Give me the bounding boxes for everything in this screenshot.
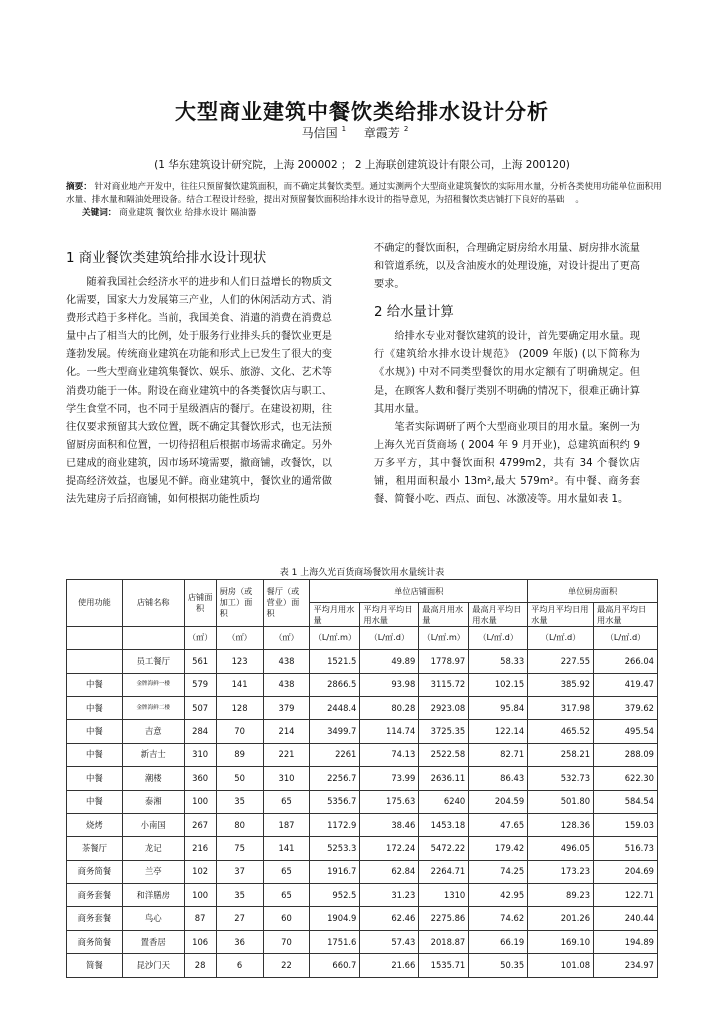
table-cell: 317.98 <box>528 696 594 719</box>
table-cell: 36 <box>216 930 263 953</box>
table-caption: 表 1 上海久光百货商场餐饮用水量统计表 <box>279 568 445 578</box>
table-cell: 31.23 <box>360 884 419 907</box>
table-cell: 66.19 <box>469 930 528 953</box>
table-cell: 114.74 <box>360 720 419 743</box>
table-cell: 70 <box>263 930 310 953</box>
affiliation: (1 华东建筑设计研究院，上海 200002 ； 2 上海联创建筑设计有限公司，上海 200120) <box>154 159 570 171</box>
header-dining: 餐厅（或营业）面积 <box>263 580 310 627</box>
table-cell: 310 <box>263 767 310 790</box>
table-cell: 122.71 <box>594 884 658 907</box>
keywords: 商业建筑 餐饮业 给排水设计 隔油器 <box>119 208 257 218</box>
table-cell: 201.26 <box>528 907 594 930</box>
continued-paragraph: 不确定的餐饮面积，合理确定厨房给水用量、厨房排水流量和管道系统，以及含油废水的处理设施，对设计提出了更高要求。 <box>374 243 640 291</box>
table-row <box>67 790 658 813</box>
table-cell: 419.47 <box>594 673 658 696</box>
table-cell: 187 <box>263 813 310 836</box>
table-row <box>67 650 658 673</box>
table-cell: 622.30 <box>594 767 658 790</box>
table-cell: 532.73 <box>528 767 594 790</box>
cell-shop-name: 吉意 <box>122 720 184 743</box>
table-cell: 507 <box>184 696 216 719</box>
table-cell: 100 <box>184 790 216 813</box>
table-cell: 1172.9 <box>310 813 360 836</box>
cell-shop-name: 昆沙门天 <box>122 954 184 977</box>
table-cell: 1751.6 <box>310 930 360 953</box>
table-cell: 74.13 <box>360 743 419 766</box>
table-cell: 102.15 <box>469 673 528 696</box>
cell-function: 中餐 <box>67 673 123 696</box>
table-cell: 37 <box>216 860 263 883</box>
table-cell: 86.43 <box>469 767 528 790</box>
table-cell: 74.62 <box>469 907 528 930</box>
table-cell: 73.99 <box>360 767 419 790</box>
table-cell: 495.54 <box>594 720 658 743</box>
cell-shop-name: 龙记 <box>122 837 184 860</box>
table-cell: 50.35 <box>469 954 528 977</box>
header-area: 店铺面积 <box>184 580 216 627</box>
table-cell: 5472.22 <box>419 837 469 860</box>
table-cell: 1521.5 <box>310 650 360 673</box>
cell-function: 简餐 <box>67 954 123 977</box>
table-cell: 379.62 <box>594 696 658 719</box>
cell-function: 商务套餐 <box>67 884 123 907</box>
table-cell: 1310 <box>419 884 469 907</box>
cell-shop-name: 金牌海鲜一楼 <box>122 673 184 696</box>
author-name: 马信国 <box>301 126 338 140</box>
table-cell: 49.89 <box>360 650 419 673</box>
table-row <box>67 954 658 977</box>
table-cell: 80 <box>216 813 263 836</box>
table-cell: 80.28 <box>360 696 419 719</box>
abstract-label: 摘要： <box>66 182 92 192</box>
section-1-paragraph: 随着我国社会经济水平的进步和人们日益增长的物质文化需要，国家大力发展第三产业，人们的休闲活动方式、消费形式趋于多样化。当前，我国美食、消遣的消费在消费总量中占了相当大的比例，处于服务行业排头兵的餐饮业更是蓬勃发展。传统商业建筑在功能和形式上已发生了很大的变化。一些大型商业建筑集餐饮、娱乐、旅游、文化、艺术等消费功能于一体。附设在商业建筑中的各类餐饮店与职工、学生食堂不同，也不同于星级酒店的餐厅。在建设初期，往往仅要求预留其大致位置，既不确定其餐饮形式，也无法预留厨房面积和位置，一切待招租后根据市场需求确定。另外已建成的商业建筑，因市场环境需要，撤商铺，改餐饮，以提高经济效益，也屡见不鲜。商业建筑中，餐饮业的通常做法先建房子后招商铺，如何根据功能性质均 <box>66 277 332 506</box>
unit-cell: （L/㎡.d） <box>528 626 594 649</box>
table-cell: 204.69 <box>594 860 658 883</box>
table-cell: 106 <box>184 930 216 953</box>
table-cell: 35 <box>216 790 263 813</box>
unit-cell: （㎡） <box>263 626 310 649</box>
table-row <box>67 860 658 883</box>
header-group-shop: 单位店铺面积 <box>310 580 528 603</box>
table-cell: 173.23 <box>528 860 594 883</box>
header-k-max-day: 最高月平均日用水量 <box>594 603 658 626</box>
table-cell: 501.80 <box>528 790 594 813</box>
table-cell: 27 <box>216 907 263 930</box>
table-cell: 561 <box>184 650 216 673</box>
table-cell: 465.52 <box>528 720 594 743</box>
table-cell: 65 <box>263 790 310 813</box>
table-cell: 141 <box>216 673 263 696</box>
table-cell: 266.04 <box>594 650 658 673</box>
abstract <box>66 181 664 220</box>
table-cell: 288.09 <box>594 743 658 766</box>
table-cell: 62.84 <box>360 860 419 883</box>
cell-shop-name: 泰湘 <box>122 790 184 813</box>
unit-cell: （㎡） <box>184 626 216 649</box>
table-cell: 70 <box>216 720 263 743</box>
cell-shop-name: 员工餐厅 <box>122 650 184 673</box>
cell-shop-name: 兰亭 <box>122 860 184 883</box>
table-cell: 1916.7 <box>310 860 360 883</box>
cell-shop-name: 潮楼 <box>122 767 184 790</box>
table-cell: 3725.35 <box>419 720 469 743</box>
section-2-paragraph: 笔者实际调研了两个大型商业项目的用水量。案例一为上海久光百货商场 ( 2004 年 9 月开业)，总建筑面积约 9 万多平方，其中餐饮面积 4799m2，共有 34 个餐饮店铺，租用面积最小 13m²,最大 579m²。有中餐、商务套餐、简餐小吃、西点、面包、冰激凌等。用水量如表 1。 <box>374 421 640 506</box>
table-cell: 310 <box>184 743 216 766</box>
table-row <box>67 837 658 860</box>
author-line <box>0 124 724 141</box>
table-cell: 74.25 <box>469 860 528 883</box>
table-cell: 227.55 <box>528 650 594 673</box>
table-cell: 385.92 <box>528 673 594 696</box>
table-row <box>67 673 658 696</box>
table-cell: 89.23 <box>528 884 594 907</box>
table-cell: 2264.71 <box>419 860 469 883</box>
table-cell: 102 <box>184 860 216 883</box>
table-cell: 221 <box>263 743 310 766</box>
table-cell: 1453.18 <box>419 813 469 836</box>
table-cell: 2866.5 <box>310 673 360 696</box>
header-max-month: 最高月用水量 <box>419 603 469 626</box>
table-cell: 28 <box>184 954 216 977</box>
table-cell: 194.89 <box>594 930 658 953</box>
table-cell: 128 <box>216 696 263 719</box>
cell-shop-name: 置香居 <box>122 930 184 953</box>
table-cell: 214 <box>263 720 310 743</box>
table-row <box>67 930 658 953</box>
cell-function: 中餐 <box>67 720 123 743</box>
table-cell: 496.05 <box>528 837 594 860</box>
cell-function: 中餐 <box>67 696 123 719</box>
cell-shop-name: 和洋膳房 <box>122 884 184 907</box>
table-cell: 258.21 <box>528 743 594 766</box>
cell-shop-name: 新吉士 <box>122 743 184 766</box>
table-cell: 240.44 <box>594 907 658 930</box>
table-row <box>67 907 658 930</box>
water-usage-table <box>66 579 658 978</box>
table-cell: 234.97 <box>594 954 658 977</box>
table-row <box>67 720 658 743</box>
table-cell: 75 <box>216 837 263 860</box>
table-cell: 123 <box>216 650 263 673</box>
table-body <box>67 650 658 977</box>
abstract-text-end: 。 <box>575 195 584 205</box>
table-cell: 169.10 <box>528 930 594 953</box>
table-cell: 284 <box>184 720 216 743</box>
left-column <box>66 248 332 509</box>
table-cell: 5253.3 <box>310 837 360 860</box>
cell-function: 商务简餐 <box>67 860 123 883</box>
table-cell: 204.59 <box>469 790 528 813</box>
table-cell: 2522.58 <box>419 743 469 766</box>
table-cell: 95.84 <box>469 696 528 719</box>
table-cell: 89 <box>216 743 263 766</box>
table-cell: 101.08 <box>528 954 594 977</box>
header-avg-month: 平均月用水量 <box>310 603 360 626</box>
header-shop: 店铺名称 <box>122 580 184 627</box>
cell-shop-name: 金牌海鲜二楼 <box>122 696 184 719</box>
table-cell: 660.7 <box>310 954 360 977</box>
table-cell: 516.73 <box>594 837 658 860</box>
keywords-label: 关键词： <box>82 208 117 218</box>
table-cell: 42.95 <box>469 884 528 907</box>
table-cell: 57.43 <box>360 930 419 953</box>
table-cell: 1535.71 <box>419 954 469 977</box>
section-1-heading: 1 商业餐饮类建筑给排水设计现状 <box>66 251 267 266</box>
header-k-avg-day: 平均月平均日用水量 <box>528 603 594 626</box>
table-cell: 1904.9 <box>310 907 360 930</box>
table-cell: 172.24 <box>360 837 419 860</box>
cell-shop-name: 小南国 <box>122 813 184 836</box>
table-cell: 100 <box>184 884 216 907</box>
table-cell: 3499.7 <box>310 720 360 743</box>
header-avg-day: 平均月平均日用水量 <box>360 603 419 626</box>
table-cell: 438 <box>263 650 310 673</box>
table-cell: 438 <box>263 673 310 696</box>
table-cell: 179.42 <box>469 837 528 860</box>
table-cell: 21.66 <box>360 954 419 977</box>
header-func: 使用功能 <box>67 580 123 627</box>
table-cell: 2018.87 <box>419 930 469 953</box>
table-cell: 5356.7 <box>310 790 360 813</box>
right-column <box>374 240 640 509</box>
cell-function: 中餐 <box>67 743 123 766</box>
header-kitchen: 厨房（或加工）面积 <box>216 580 263 627</box>
section-2-paragraph: 给排水专业对餐饮建筑的设计，首先要确定用水量。现行《建筑给水排水设计规范》 (2009 年版) (以下简称为 《水规》) 中对不同类型餐饮的用水定额有了明确规定。但是，在顾客人数和餐厅类别不明确的情况下，很难正确计算其用水量。 <box>374 331 640 415</box>
cell-function: 烧烤 <box>67 813 123 836</box>
table-cell: 65 <box>263 884 310 907</box>
table-cell: 3115.72 <box>419 673 469 696</box>
table-cell: 38.46 <box>360 813 419 836</box>
table-cell: 2448.4 <box>310 696 360 719</box>
table-cell: 952.5 <box>310 884 360 907</box>
table-cell: 579 <box>184 673 216 696</box>
table-cell: 50 <box>216 767 263 790</box>
table-row <box>67 743 658 766</box>
table-cell: 2636.11 <box>419 767 469 790</box>
section-2-heading: 2 给水量计算 <box>374 305 454 321</box>
cell-function: 中餐 <box>67 790 123 813</box>
header-group-kitchen: 单位厨房面积 <box>528 580 658 603</box>
unit-cell: （L/㎡.d） <box>469 626 528 649</box>
table-cell: 82.71 <box>469 743 528 766</box>
table-cell: 584.54 <box>594 790 658 813</box>
table-cell: 159.03 <box>594 813 658 836</box>
table-cell: 65 <box>263 860 310 883</box>
table-cell: 267 <box>184 813 216 836</box>
table-cell: 93.98 <box>360 673 419 696</box>
author-affil-mark: 2 <box>403 125 409 133</box>
table-cell: 58.33 <box>469 650 528 673</box>
table-cell: 60 <box>263 907 310 930</box>
cell-function <box>67 650 123 673</box>
table-cell: 175.63 <box>360 790 419 813</box>
table-row <box>67 696 658 719</box>
table-row <box>67 884 658 907</box>
table-cell: 379 <box>263 696 310 719</box>
units-row <box>67 626 658 649</box>
table-cell: 47.65 <box>469 813 528 836</box>
author-affil-mark: 1 <box>341 125 347 133</box>
cell-function: 茶餐厅 <box>67 837 123 860</box>
table-row <box>67 813 658 836</box>
table-cell: 141 <box>263 837 310 860</box>
table-cell: 22 <box>263 954 310 977</box>
unit-cell: （L/㎡.m） <box>310 626 360 649</box>
paper-title: 大型商业建筑中餐饮类给排水设计分析 <box>175 100 549 124</box>
table-cell: 216 <box>184 837 216 860</box>
table-row <box>67 767 658 790</box>
table-cell: 2261 <box>310 743 360 766</box>
table-cell: 128.36 <box>528 813 594 836</box>
unit-cell: （L/㎡.d） <box>360 626 419 649</box>
table-cell: 6 <box>216 954 263 977</box>
table-cell: 360 <box>184 767 216 790</box>
author-name: 章霞芳 <box>363 126 400 140</box>
cell-function: 商务套餐 <box>67 907 123 930</box>
table-cell: 87 <box>184 907 216 930</box>
cell-shop-name: 鸟心 <box>122 907 184 930</box>
abstract-text: 针对商业地产开发中，往往只预留餐饮建筑面积，而不确定其餐饮类型。通过实测两个大型商业建筑餐饮的实际用水量，分析各类使用功能单位面积用水量、排水量和隔油处理设备。结合工程设计经验，提出对预留餐饮面积给排水设计的指导意见，为招租餐饮类店铺打下良好的基础 <box>66 182 662 205</box>
table-cell: 2256.7 <box>310 767 360 790</box>
unit-cell: （㎡） <box>216 626 263 649</box>
table-cell: 122.14 <box>469 720 528 743</box>
table-cell: 6240 <box>419 790 469 813</box>
table-cell: 1778.97 <box>419 650 469 673</box>
table-cell: 62.46 <box>360 907 419 930</box>
table-cell: 35 <box>216 884 263 907</box>
cell-function: 商务简餐 <box>67 930 123 953</box>
unit-cell: （L/㎡.m） <box>419 626 469 649</box>
unit-cell: （L/㎡.d） <box>594 626 658 649</box>
header-max-day: 最高月平均日用水量 <box>469 603 528 626</box>
table-cell: 2923.08 <box>419 696 469 719</box>
table-cell: 2275.86 <box>419 907 469 930</box>
cell-function: 中餐 <box>67 767 123 790</box>
